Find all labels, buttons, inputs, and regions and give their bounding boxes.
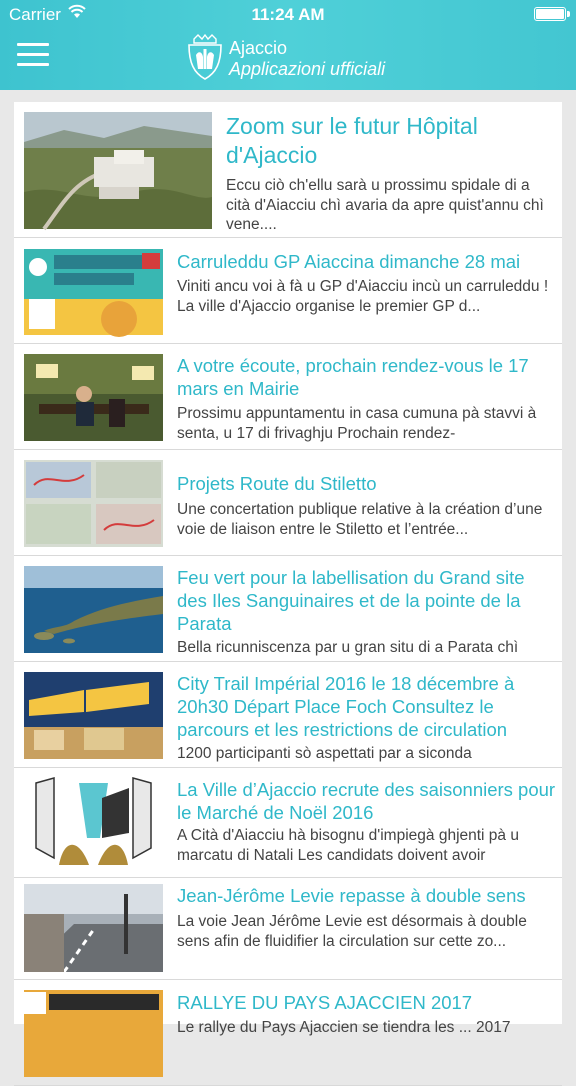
news-item-hospital[interactable] — [14, 102, 562, 238]
city-trail-thumbnail — [24, 672, 163, 759]
news-title: City Trail Impérial 2016 le 18 décembre à 20h30 Départ Place Foch Consultez le parcours et les restrictions de circulation — [177, 673, 515, 740]
news-title: Jean-Jérôme Levie repasse à double sens — [177, 885, 526, 906]
news-excerpt: 1200 participanti sò aspettati par a siconda — [177, 745, 472, 762]
news-title: RALLYE DU PAYS AJACCIEN 2017 — [177, 992, 473, 1013]
news-excerpt: Bella ricunniscenza par u gran situ di a Parata chì — [177, 639, 519, 656]
news-title: La Ville d’Ajaccio recrute des saisonniers pour le Marché de Noël 2016 — [177, 779, 556, 823]
news-excerpt: La voie Jean Jérôme Levie est désormais à double sens afin de fluidifier la circulation sur cette zo... — [177, 913, 527, 950]
street-thumbnail — [24, 884, 163, 972]
carruleddu-thumbnail — [24, 249, 163, 335]
app-subtitle: Applicazioni ufficiali — [229, 59, 386, 79]
coat-of-arms-thumbnail — [24, 778, 163, 865]
news-title: Projets Route du Stiletto — [177, 473, 377, 494]
news-excerpt: Le rallye du Pays Ajaccien se tiendra les ... 2017 — [177, 1019, 511, 1036]
clock: 11:24 AM — [251, 5, 325, 24]
hamburger-menu-button[interactable] — [17, 43, 49, 71]
news-item-carruleddu[interactable] — [14, 238, 562, 344]
news-item-saisonniers[interactable] — [14, 768, 562, 878]
news-item-rallye[interactable] — [14, 980, 562, 1086]
news-item-levie[interactable] — [14, 878, 562, 980]
news-excerpt: Prossimu appuntamentu in casa cumuna pà stavvi à senta, u 17 di frivaghju Prochain rendez- — [177, 405, 537, 442]
carrier-label: Carrier — [9, 5, 61, 24]
news-item-city-trail[interactable] — [14, 662, 562, 768]
news-excerpt: Une concertation publique relative à la création d’une voie de liaison entre le Stiletto et l’entrée... — [177, 501, 543, 538]
news-title: Carruleddu GP Aiaccina dimanche 28 mai — [177, 251, 521, 272]
news-title: Feu vert pour la labellisation du Grand site des Iles Sanguinaires et de la pointe de la Parata — [177, 567, 525, 634]
status-bar — [0, 0, 576, 28]
app-title: Ajaccio — [229, 38, 288, 58]
news-excerpt: Viniti ancu voi à fà u GP d'Aiacciu incù un carruleddu ! La ville d'Ajaccio organise le premier GP d... — [177, 278, 549, 315]
news-list — [14, 102, 562, 1036]
rallye-thumbnail — [24, 990, 163, 1077]
ajaccio-logo — [186, 33, 224, 83]
news-title: A votre écoute, prochain rendez-vous le 17 mars en Mairie — [177, 355, 529, 399]
hospital-thumbnail — [24, 112, 212, 229]
mairie-thumbnail — [24, 354, 163, 441]
news-excerpt: A Cità d'Aiacciu hà bisognu d'impiegà ghjenti pà u marcatu di Natali Les candidats doivent avoir — [177, 827, 519, 864]
news-title: Zoom sur le futur Hôpital d'Ajaccio — [226, 113, 478, 168]
news-item-rendez-vous[interactable] — [14, 344, 562, 450]
news-item-sanguinaires[interactable] — [14, 556, 562, 662]
news-item-stiletto[interactable] — [14, 450, 562, 556]
app-header — [0, 0, 576, 90]
stiletto-thumbnail — [24, 460, 163, 547]
news-excerpt: Eccu ciò ch'ellu sarà u prossimu spidale di a cità d'Aiacciu chì avaria da apre quist'annu chì vene.... — [226, 177, 544, 233]
battery-icon — [534, 7, 566, 21]
sanguinaires-thumbnail — [24, 566, 163, 653]
